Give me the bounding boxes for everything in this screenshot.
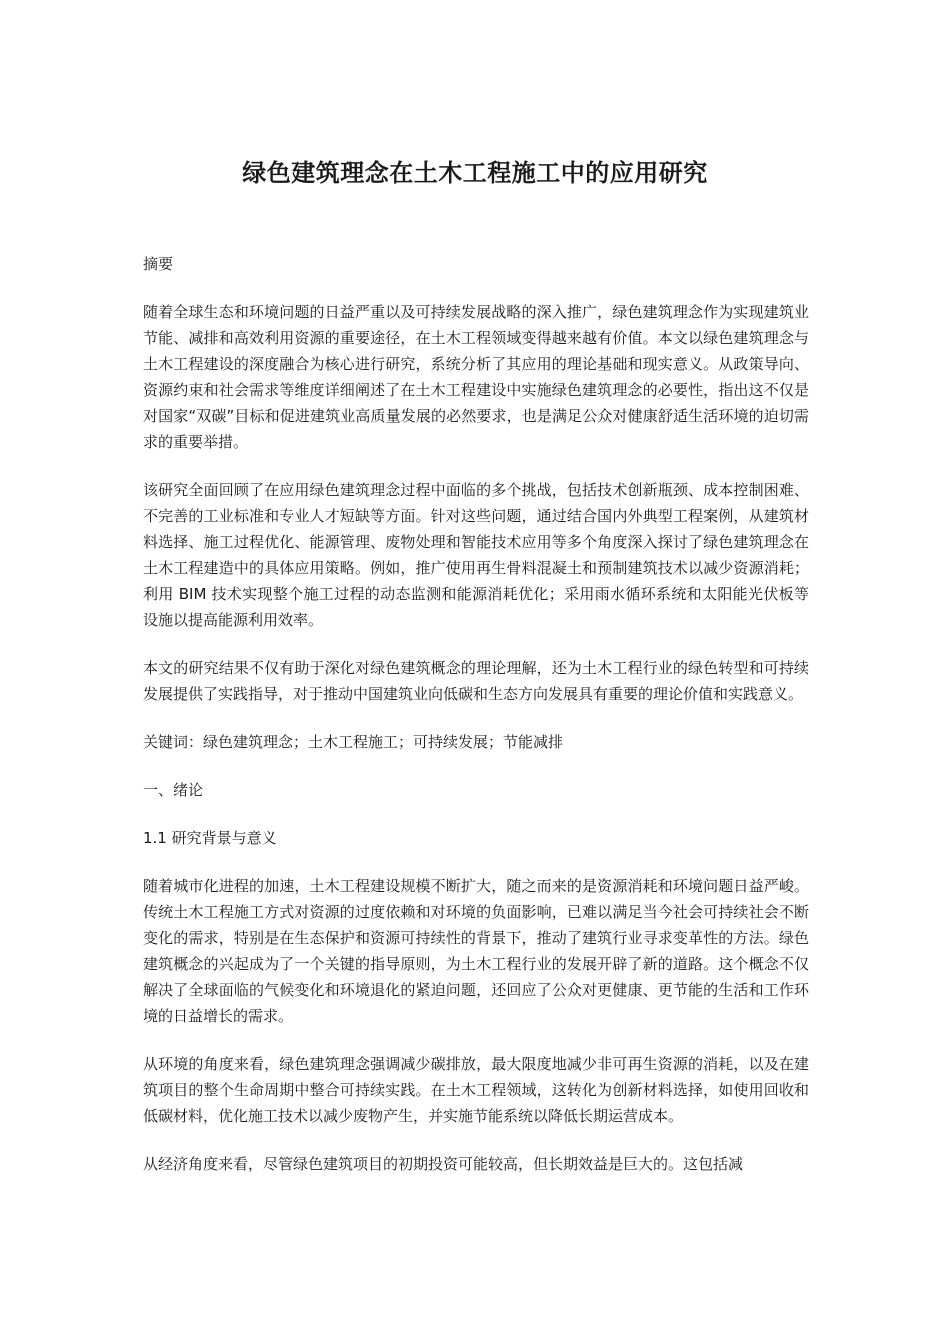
document-body	[143, 251, 809, 1199]
subsection-heading-background: 1.1 研究背景与意义	[143, 829, 277, 847]
abstract-label: 摘要	[143, 255, 174, 273]
section-heading-introduction: 一、绪论	[143, 781, 204, 799]
abstract-paragraph-3: 本文的研究结果不仅有助于深化对绿色建筑概念的理论理解，还为土木工程行业的绿色转型和可持续发展提供了实践指导，对于推动中国建筑业向低碳和生态方向发展具有重要的理论价值和实践意义。	[143, 659, 809, 703]
keywords-line: 关键词：绿色建筑理念；土木工程施工；可持续发展；节能减排	[143, 733, 564, 751]
document-title: 绿色建筑理念在土木工程施工中的应用研究	[242, 159, 708, 187]
body-paragraph-3: 从经济角度来看，尽管绿色建筑项目的初期投资可能较高，但长期效益是巨大的。这包括减	[143, 1155, 744, 1173]
body-paragraph-2: 从环境的角度来看，绿色建筑理念强调减少碳排放，最大限度地减少非可再生资源的消耗，以及在建筑项目的整个生命周期中整合可持续实践。在土木工程领域，这转化为创新材料选择，如使用回收和低碳材料，优化施工技术以减少废物产生，并实施节能系统以降低长期运营成本。	[143, 1055, 809, 1125]
abstract-paragraph-2: 该研究全面回顾了在应用绿色建筑理念过程中面临的多个挑战，包括技术创新瓶颈、成本控制困难、不完善的工业标准和专业人才短缺等方面。针对这些问题，通过结合国内外典型工程案例，从建筑材料选择、施工过程优化、能源管理、废物处理和智能技术应用等多个角度深入探讨了绿色建筑理念在土木工程建造中的具体应用策略。例如，推广使用再生骨料混凝土和预制建筑技术以减少资源消耗；利用 BIM 技术实现整个施工过程的动态监测和能源消耗优化；采用雨水循环系统和太阳能光伏板等设施以提高能源利用效率。	[143, 481, 809, 629]
body-paragraph-1: 随着城市化进程的加速，土木工程建设规模不断扩大，随之而来的是资源消耗和环境问题日益严峻。传统土木工程施工方式对资源的过度依赖和对环境的负面影响，已难以满足当今社会可持续社会不断变化的需求，特别是在生态保护和资源可持续性的背景下，推动了建筑行业寻求变革性的方法。绿色建筑概念的兴起成为了一个关键的指导原则，为土木工程行业的发展开辟了新的道路。这个概念不仅解决了全球面临的气候变化和环境退化的紧迫问题，还回应了公众对更健康、更节能的生活和工作环境的日益增长的需求。	[143, 877, 809, 1025]
abstract-paragraph-1: 随着全球生态和环境问题的日益严重以及可持续发展战略的深入推广，绿色建筑理念作为实现建筑业节能、减排和高效利用资源的重要途径，在土木工程领域变得越来越有价值。本文以绿色建筑理念与土木工程建设的深度融合为核心进行研究，系统分析了其应用的理论基础和现实意义。从政策导向、资源约束和社会需求等维度详细阐述了在土木工程建设中实施绿色建筑理念的必要性，指出这不仅是对国家“双碳”目标和促进建筑业高质量发展的必然要求，也是满足公众对健康舒适生活环境的迫切需求的重要举措。	[143, 303, 809, 451]
